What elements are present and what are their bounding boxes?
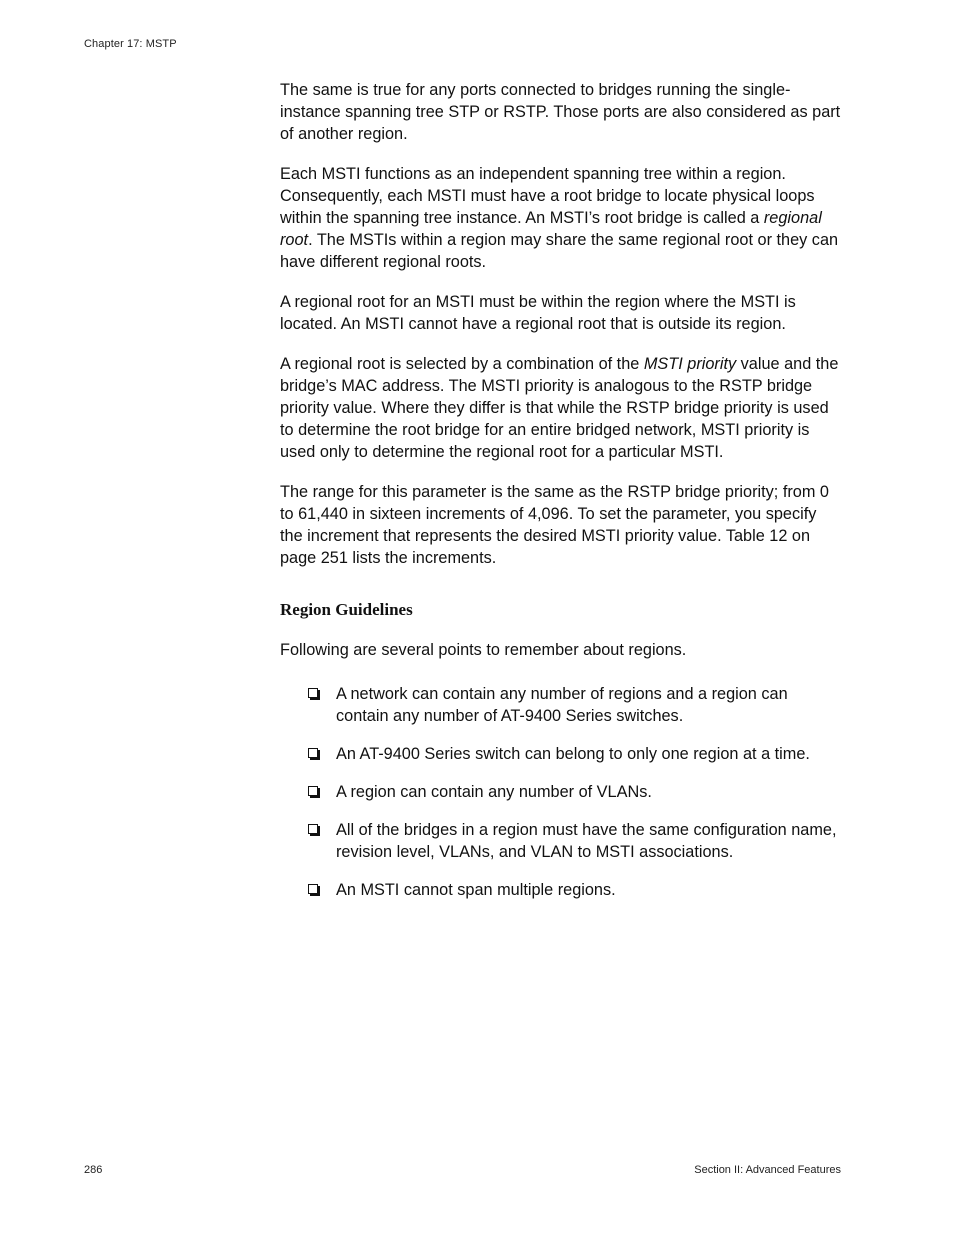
list-item-text: An MSTI cannot span multiple regions.: [336, 881, 616, 899]
text-run: value and the bridge’s MAC address. The MSTI priority is analogous to the RSTP bridge priority value. Where they differ is that while the RSTP bridge priority is used to determine the root bridge for an entire bridged network, MSTI priority is used only to determine the regional root for a particular MSTI.: [280, 355, 839, 461]
checkbox-bullet-icon: [308, 824, 318, 834]
checkbox-bullet-icon: [308, 748, 318, 758]
text-run: Each MSTI functions as an independent spanning tree within a region. Consequently, each MSTI must have a root bridge to locate physical loops within the spanning tree instance. An MSTI’s root bridge is called a: [280, 165, 815, 227]
list-item-text: A region can contain any number of VLANs.: [336, 783, 652, 801]
list-item: [308, 819, 842, 863]
list-item-text: An AT-9400 Series switch can belong to only one region at a time.: [336, 745, 810, 763]
list-item: [308, 879, 842, 901]
section-intro: Following are several points to remember about regions.: [280, 641, 687, 659]
guidelines-list: [280, 683, 842, 901]
term-regional-root: regional root: [280, 209, 822, 249]
running-footer: Section II: Advanced Features: [694, 1164, 841, 1176]
page-number: 286: [84, 1164, 103, 1176]
term-msti-priority: MSTI priority: [643, 355, 737, 373]
list-item: [308, 743, 842, 765]
paragraph-regional-root-selection: [280, 353, 842, 463]
checkbox-bullet-icon: [308, 688, 318, 698]
main-content: [280, 79, 842, 917]
list-item: [308, 781, 842, 803]
text-run: A regional root is selected by a combination of the: [280, 355, 644, 373]
checkbox-bullet-icon: [308, 884, 318, 894]
paragraph-msti-independent: [280, 163, 842, 273]
list-item: [308, 683, 842, 727]
list-item-text: A network can contain any number of regions and a region can contain any number of AT-9400 Series switches.: [336, 685, 788, 725]
paragraph-regional-root-location: A regional root for an MSTI must be within the region where the MSTI is located. An MSTI cannot have a regional root that is outside its region.: [280, 293, 796, 333]
list-item-text: All of the bridges in a region must have the same configuration name, revision level, VLANs, and VLAN to MSTI associations.: [336, 821, 837, 861]
running-header: Chapter 17: MSTP: [84, 38, 177, 50]
section-heading: Region Guidelines: [280, 600, 413, 619]
checkbox-bullet-icon: [308, 786, 318, 796]
paragraph-priority-range: The range for this parameter is the same as the RSTP bridge priority; from 0 to 61,440 in sixteen increments of 4,096. To set the parameter, you specify the increment that represents the desired MSTI priority value. Table 12 on page 251 lists the increments.: [280, 483, 829, 567]
text-run: . The MSTIs within a region may share the same regional root or they can have different regional roots.: [280, 231, 839, 271]
paragraph-ports-other-region: The same is true for any ports connected to bridges running the single-instance spanning tree STP or RSTP. Those ports are also considered as part of another region.: [280, 81, 841, 143]
